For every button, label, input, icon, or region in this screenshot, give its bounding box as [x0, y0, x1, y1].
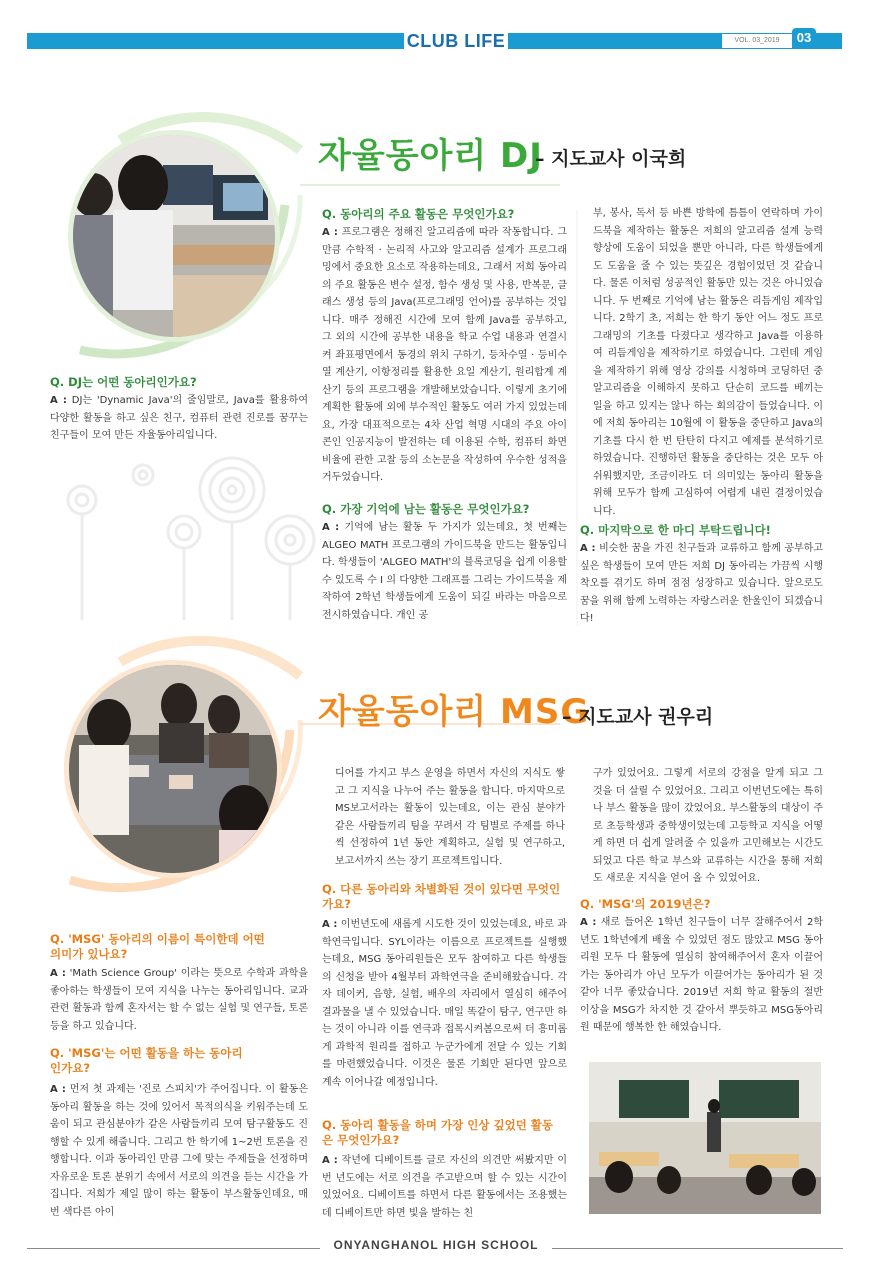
dj-question-1: Q. DJ는 어떤 동아리인가요?	[50, 375, 197, 389]
msg-question-4: Q. 동아리 활동을 하며 가장 인상 깊었던 활동은 무엇인가요?	[322, 1118, 554, 1147]
answer-label: A :	[322, 919, 338, 930]
answer-label: A :	[322, 1155, 338, 1166]
dj-answer-2	[322, 224, 567, 487]
dj-club-title: 자율동아리 DJ	[318, 136, 543, 176]
page-number: 03	[792, 28, 816, 48]
dj-answer-3-text: 기억에 남는 활동 두 가지가 있는데요, 첫 번째는 ALGEO MATH 프로그램의 가이드북을 만드는 활동입니다. 학생들이 'ALGEO MATH'의 블록코딩을 쉽게 이용할 수 있도록 수 I 의 다양한 그래프를 그리는 가이드북을 제작하여 2학년 학생들에게 도움이 되길 바라는 마음으로 전시하였습니다. 개인 공	[322, 522, 567, 621]
answer-label: A :	[322, 522, 340, 533]
dj-answer-1-text: DJ는 'Dynamic Java'의 줄임말로, Java를 활용하여 다양한 활동을 하고 싶은 친구, 컴퓨터 관련 진로를 꿈꾸는 친구들이 모여 만든 자율동아리입니다.	[50, 395, 308, 441]
msg-club-photo	[64, 660, 282, 878]
footer-rule-left	[27, 1248, 327, 1249]
dj-answer-1	[50, 392, 308, 445]
answer-label: A :	[50, 1084, 66, 1095]
msg-answer-3-text: 이번년도에 새롭게 시도한 것이 있었는데요, 바로 과학연극입니다. SYL이라는 이름으로 프로젝트를 실행했는데요, MSG 동아리원들은 모두 참여하고 다른 학생들의 신청을 받아 4월부터 과학연극을 준비해왔습니다. 각자 데이커, 음향, 실험, 배우의 자리에서 열심히 해주어 결과물을 낼 수 있었습니다. 매일 똑같이 탐구, 연구만 하는 것이 아니라 이를 연극과 접목시켜봄으로써 더 흥미롭게 과학적 원리를 접하고 누군가에게 전달 수 있는 기회를 마련했었습니다. 이것은 물론 기회만 된다면 앞으로 계속 이어나갈 예정입니다.	[322, 919, 567, 1088]
msg-answer-4	[322, 1152, 567, 1222]
msg-answer-5-text: 새로 들어온 1학년 친구들이 너무 잘해주어서 2학년도 1학년에게 배울 수 있었던 점도 많았고 MSG 동아리원 모두 다 활동에 열심히 참여해주어서 혼자 이끌어가는 동아리가 아닌 모두가 이끌어가는 동아리가 된 것 같아 너무 좋았습니다. 2019년 저희 학교 활동의 절반 이상을 MSG가 차지한 것 같아서 뿌듯하고 MSG동아리원 때문에 행복한 한 해였습니다.	[580, 917, 823, 1033]
msg-answer-4-continued: 구가 있었어요. 그렇게 서로의 강점을 알게 되고 그 것을 더 살릴 수 있었어요. 그리고 이번년도에는 특히나 부스 활동을 많이 갔었어요. 부스활동의 대상이 주로 초등학생과 중학생이었는데 고등학교 지식을 어떻게 하면 더 쉽게 알려줄 수 있을까 고민해보는 시간도 되었고 다른 학교 부스와 교류하는 시간을 통해 저희도 새로운 지식을 얻어 올 수 있었어요.	[593, 768, 823, 884]
footer-rule-right	[545, 1248, 843, 1249]
answer-label: A :	[322, 227, 338, 238]
answer-label: A :	[580, 917, 597, 928]
dj-answer-4-text: 비슷한 꿈을 가진 친구들과 교류하고 함께 공부하고 싶은 학생들이 모여 만든 저희 DJ 동아리는 가끔씩 시행착오를 겪기도 하며 점점 성장하고 있습니다. 앞으로도 꿈을 위해 함께 노력하는 자랑스러운 한울인이 되겠습니다!	[580, 543, 823, 624]
msg-answer-2-text: 먼저 첫 과제는 '진로 스피치'가 주어집니다. 이 활동은 동아리 활동을 하는 것에 있어서 목적의식을 키워주는데 도움이 되고 관심분야가 같은 사람들끼리 모여 탐구활동도 진행할 수 있게 해줍니다. 그리고 한 학기에 1~2번 토론을 진행합니다. 이과 동아리인 만큼 그에 맞는 주제들을 선정하며 자유로운 토론 분위기 속에서 서로의 의견을 듣는 시간을 가집니다. 저희가 제일 많이 하는 활동이 부스활동인데요, 매번 색다른 아이	[50, 1084, 308, 1218]
msg-question-3: Q. 다른 동아리와 차별화된 것이 있다면 무엇인가요?	[322, 882, 561, 911]
dj-answer-4	[580, 540, 823, 628]
answer-label: A :	[50, 968, 66, 979]
answer-label: A :	[50, 395, 67, 406]
dj-answer-3-continued: 부, 봉사, 독서 등 바쁜 방학에 틈틈이 연락하며 가이드북을 제작하는 활동은 저희의 알고리즘 설계 능력 향상에 도움이 되었을 뿐만 아니라, 다른 학생들에게도 도움을 줄 수 있는 뜻깊은 경험이었던 것 같습니다. 물론 이처럼 성공적인 활동만 있는 것은 아니었습니다. 두 번째로 기억에 남는 활동은 리듬게임 제작입니다. 2학기 초, 저희는 한 학기 동안 어느 정도 프로그래밍의 기초를 다졌다고 생각하고 Java를 이용하여 리듬게임을 제작하기로 하였습니다. 그런데 게임을 제작하기 위해 영상 강의를 시청하며 코딩하던 중 알고리즘을 이해하지 못하고 단순히 코드를 베끼는 일을 하고 있지는 않나 하는 회의감이 들었습니다. 이에 저희 동아리는 10월에 이 활동을 중단하고 Java의 기초를 다시 한 번 탄탄히 다지고 예제를 분석하기로 하였습니다. 진행하던 활동을 중단하는 것은 모두 아쉬워했지만, 조금이라도 더 의미있는 동아리 활동을 위해 모두가 함께 고심하여 어렵게 내린 결정이었습니다.	[593, 208, 823, 517]
msg-answer-1-text: 'Math Science Group' 이라는 뜻으로 수학과 과학을 좋아하는 학생들이 모여 지식을 나누는 동아리입니다. 교과관련 활동과 함께 혼자서는 할 수 없는 실험 및 연구들, 토론 등을 하고 있습니다.	[50, 968, 308, 1032]
msg-answer-2	[50, 1081, 308, 1221]
msg-classroom-photo	[589, 1062, 821, 1214]
msg-question-5: Q. 'MSG'의 2019년은?	[580, 897, 711, 911]
section-title: CLUB LIFE	[404, 29, 508, 53]
msg-answer-2-continued: 디어를 가지고 부스 운영을 하면서 자신의 지식도 쌓고 그 지식을 나누어 주는 활동을 합니다. 마지막으로 MS보고서라는 활동이 있는데요, 이는 관심 분야가 같은 사람들끼리 팀을 꾸려서 각 팀별로 주제를 하나씩 선정하여 1년 동안 계획하고, 실험 및 연구하고, 보고서까지 쓰는 장기 프로젝트입니다.	[335, 768, 565, 867]
msg-question-2: Q. 'MSG'는 어떤 활동을 하는 동아리인가요?	[50, 1046, 243, 1075]
volume-label: VOL. 03_2019	[722, 34, 792, 48]
answer-label: A :	[580, 543, 596, 554]
dj-answer-2-text: 프로그램은 정해진 알고리즘에 따라 작동합니다. 그만큼 수학적 · 논리적 사고와 알고리즘 설계가 프로그래밍에서 중요한 요소로 작용하는데요, 그래서 저희 동아리의 주요 활동은 변수 설정, 함수 생성 및 사용, 반복문, 클래스 생성 등의 Java(프로그래밍 언어)를 공부하는 것입니다. 매주 정해진 시간에 모여 함께 Java를 공부하고, 그 외의 시간에 공부한 내용을 학교 수업 내용과 연결시켜 좌표평면에서 동경의 위치 구하기, 등차수열 · 등비수열 계산기, 이항정리를 활용한 요일 계산기, 원리합계 계산기 등의 프로그램을 개발해보았습니다. 이렇게 초기에 계획한 활동에 외에 부수적인 활동도 여러 가지 있었는데요, 가장 대표적으로는 4차 산업 혁명 시대의 주요 아이콘인 인공지능이 발전하는 데 이용된 수학, 컴퓨터 화면 비율에 관한 고찰 등의 소논문을 작성하여 우수한 성적을 거두었습니다.	[322, 227, 567, 483]
dj-answer-3	[322, 519, 567, 624]
swirl-icon	[68, 458, 314, 620]
dj-club-photo	[68, 130, 280, 342]
msg-answer-5	[580, 914, 823, 1037]
dj-advisor: – 지도교사 이국희	[535, 148, 687, 170]
dj-question-2: Q. 동아리의 주요 활동은 무엇인가요?	[322, 207, 515, 221]
msg-advisor: – 지도교사 권우리	[562, 706, 714, 728]
msg-answer-4-text: 작년에 디베이트를 글로 자신의 의견만 써봤지만 이번 년도에는 서로 의견을 주고받으며 할 수 있는 시간이 있었어요. 디베이트를 하면서 다른 활동에서는 조용했는데 디베이트만 하면 빛을 발하는 친	[322, 1155, 567, 1219]
msg-answer-1	[50, 965, 308, 1035]
msg-question-1: Q. 'MSG' 동아리의 이름이 특이한데 어떤 의미가 있나요?	[50, 932, 265, 961]
school-name-footer: ONYANGHANOL HIGH SCHOOL	[320, 1238, 552, 1252]
msg-club-title: 자율동아리 MSG	[318, 692, 590, 732]
dj-question-4: Q. 마지막으로 한 마디 부탁드립니다!	[580, 523, 771, 537]
msg-answer-3	[322, 916, 567, 1091]
dj-question-3: Q. 가장 기억에 남는 활동은 무엇인가요?	[322, 502, 530, 516]
